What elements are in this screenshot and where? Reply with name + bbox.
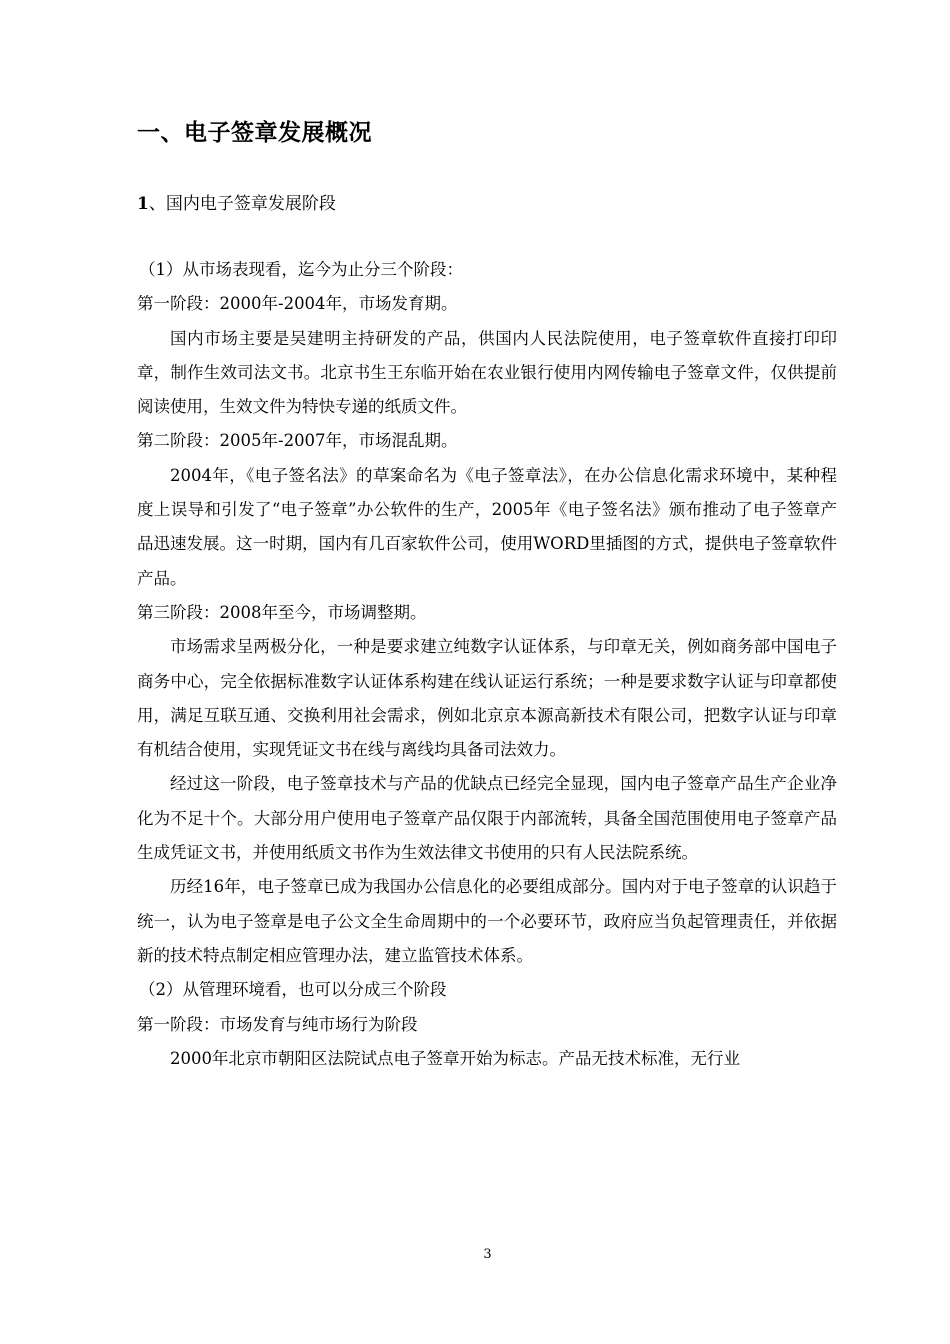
document-body	[137, 253, 837, 1076]
body-paragraph: 经过这一阶段，电子签章技术与产品的优缺点已经完全显现，国内电子签章产品生产企业净化为不足十个。大部分用户使用电子签章产品仅限于内部流转，具备全国范围使用电子签章产品生成凭证文书，并使用纸质文书作为生效法律文书使用的只有人民法院系统。	[137, 774, 837, 863]
body-paragraph: 2000年北京市朝阳区法院试点电子签章开始为标志。产品无技术标准，无行业	[170, 1048, 740, 1068]
page-number: 3	[483, 1247, 492, 1262]
body-paragraph: 市场需求呈两极分化，一种是要求建立纯数字认证体系，与印章无关，例如商务部中国电子商务中心，完全依据标准数字认证体系构建在线认证运行系统；一种是要求数字认证与印章都使用，满足互联互通、交换利用社会需求，例如北京京本源高新技术有限公司，把数字认证与印章有机结合使用，实现凭证文书在线与离线均具备司法效力。	[137, 637, 837, 760]
subsection-heading-market: （1）从市场表现看，迄今为止分三个阶段：	[139, 260, 463, 279]
stage-heading-management-1: 第一阶段：市场发育与纯市场行为阶段	[137, 1014, 418, 1034]
section-title: 、国内电子签章发展阶段	[148, 194, 336, 214]
stage-heading-1: 第一阶段：2000年-2004年，市场发育期。	[137, 294, 458, 314]
chapter-heading: 一、电子签章发展概况	[137, 120, 372, 146]
stage-heading-2: 第二阶段：2005年-2007年，市场混乱期。	[137, 431, 458, 451]
stage-heading-3: 第三阶段：2008年至今，市场调整期。	[137, 602, 427, 622]
subsection-heading-management: （2）从管理环境看，也可以分成三个阶段	[139, 980, 447, 1000]
body-paragraph: 2004年，《电子签名法》的草案命名为《电子签章法》，在办公信息化需求环境中，某种程度上误导和引发了“电子签章”办公软件的生产，2005年《电子签名法》颁布推动了电子签章产品迅速发展。这一时期，国内有几百家软件公司，使用WORD里插图的方式，提供电子签章软件产品。	[137, 465, 837, 588]
body-paragraph: 历经16年，电子签章已成为我国办公信息化的必要组成部分。国内对于电子签章的认识趋于统一，认为电子签章是电子公文全生命周期中的一个必要环节，政府应当负起管理责任，并依据新的技术特点制定相应管理办法，建立监管技术体系。	[137, 877, 837, 965]
body-paragraph: 国内市场主要是吴建明主持研发的产品，供国内人民法院使用，电子签章软件直接打印印章，制作生效司法文书。北京书生王东临开始在农业银行使用内网传输电子签章文件，仅供提前阅读使用，生效文件为特快专递的纸质文件。	[137, 328, 837, 417]
section-heading	[137, 192, 336, 216]
section-number: 1	[137, 194, 149, 214]
